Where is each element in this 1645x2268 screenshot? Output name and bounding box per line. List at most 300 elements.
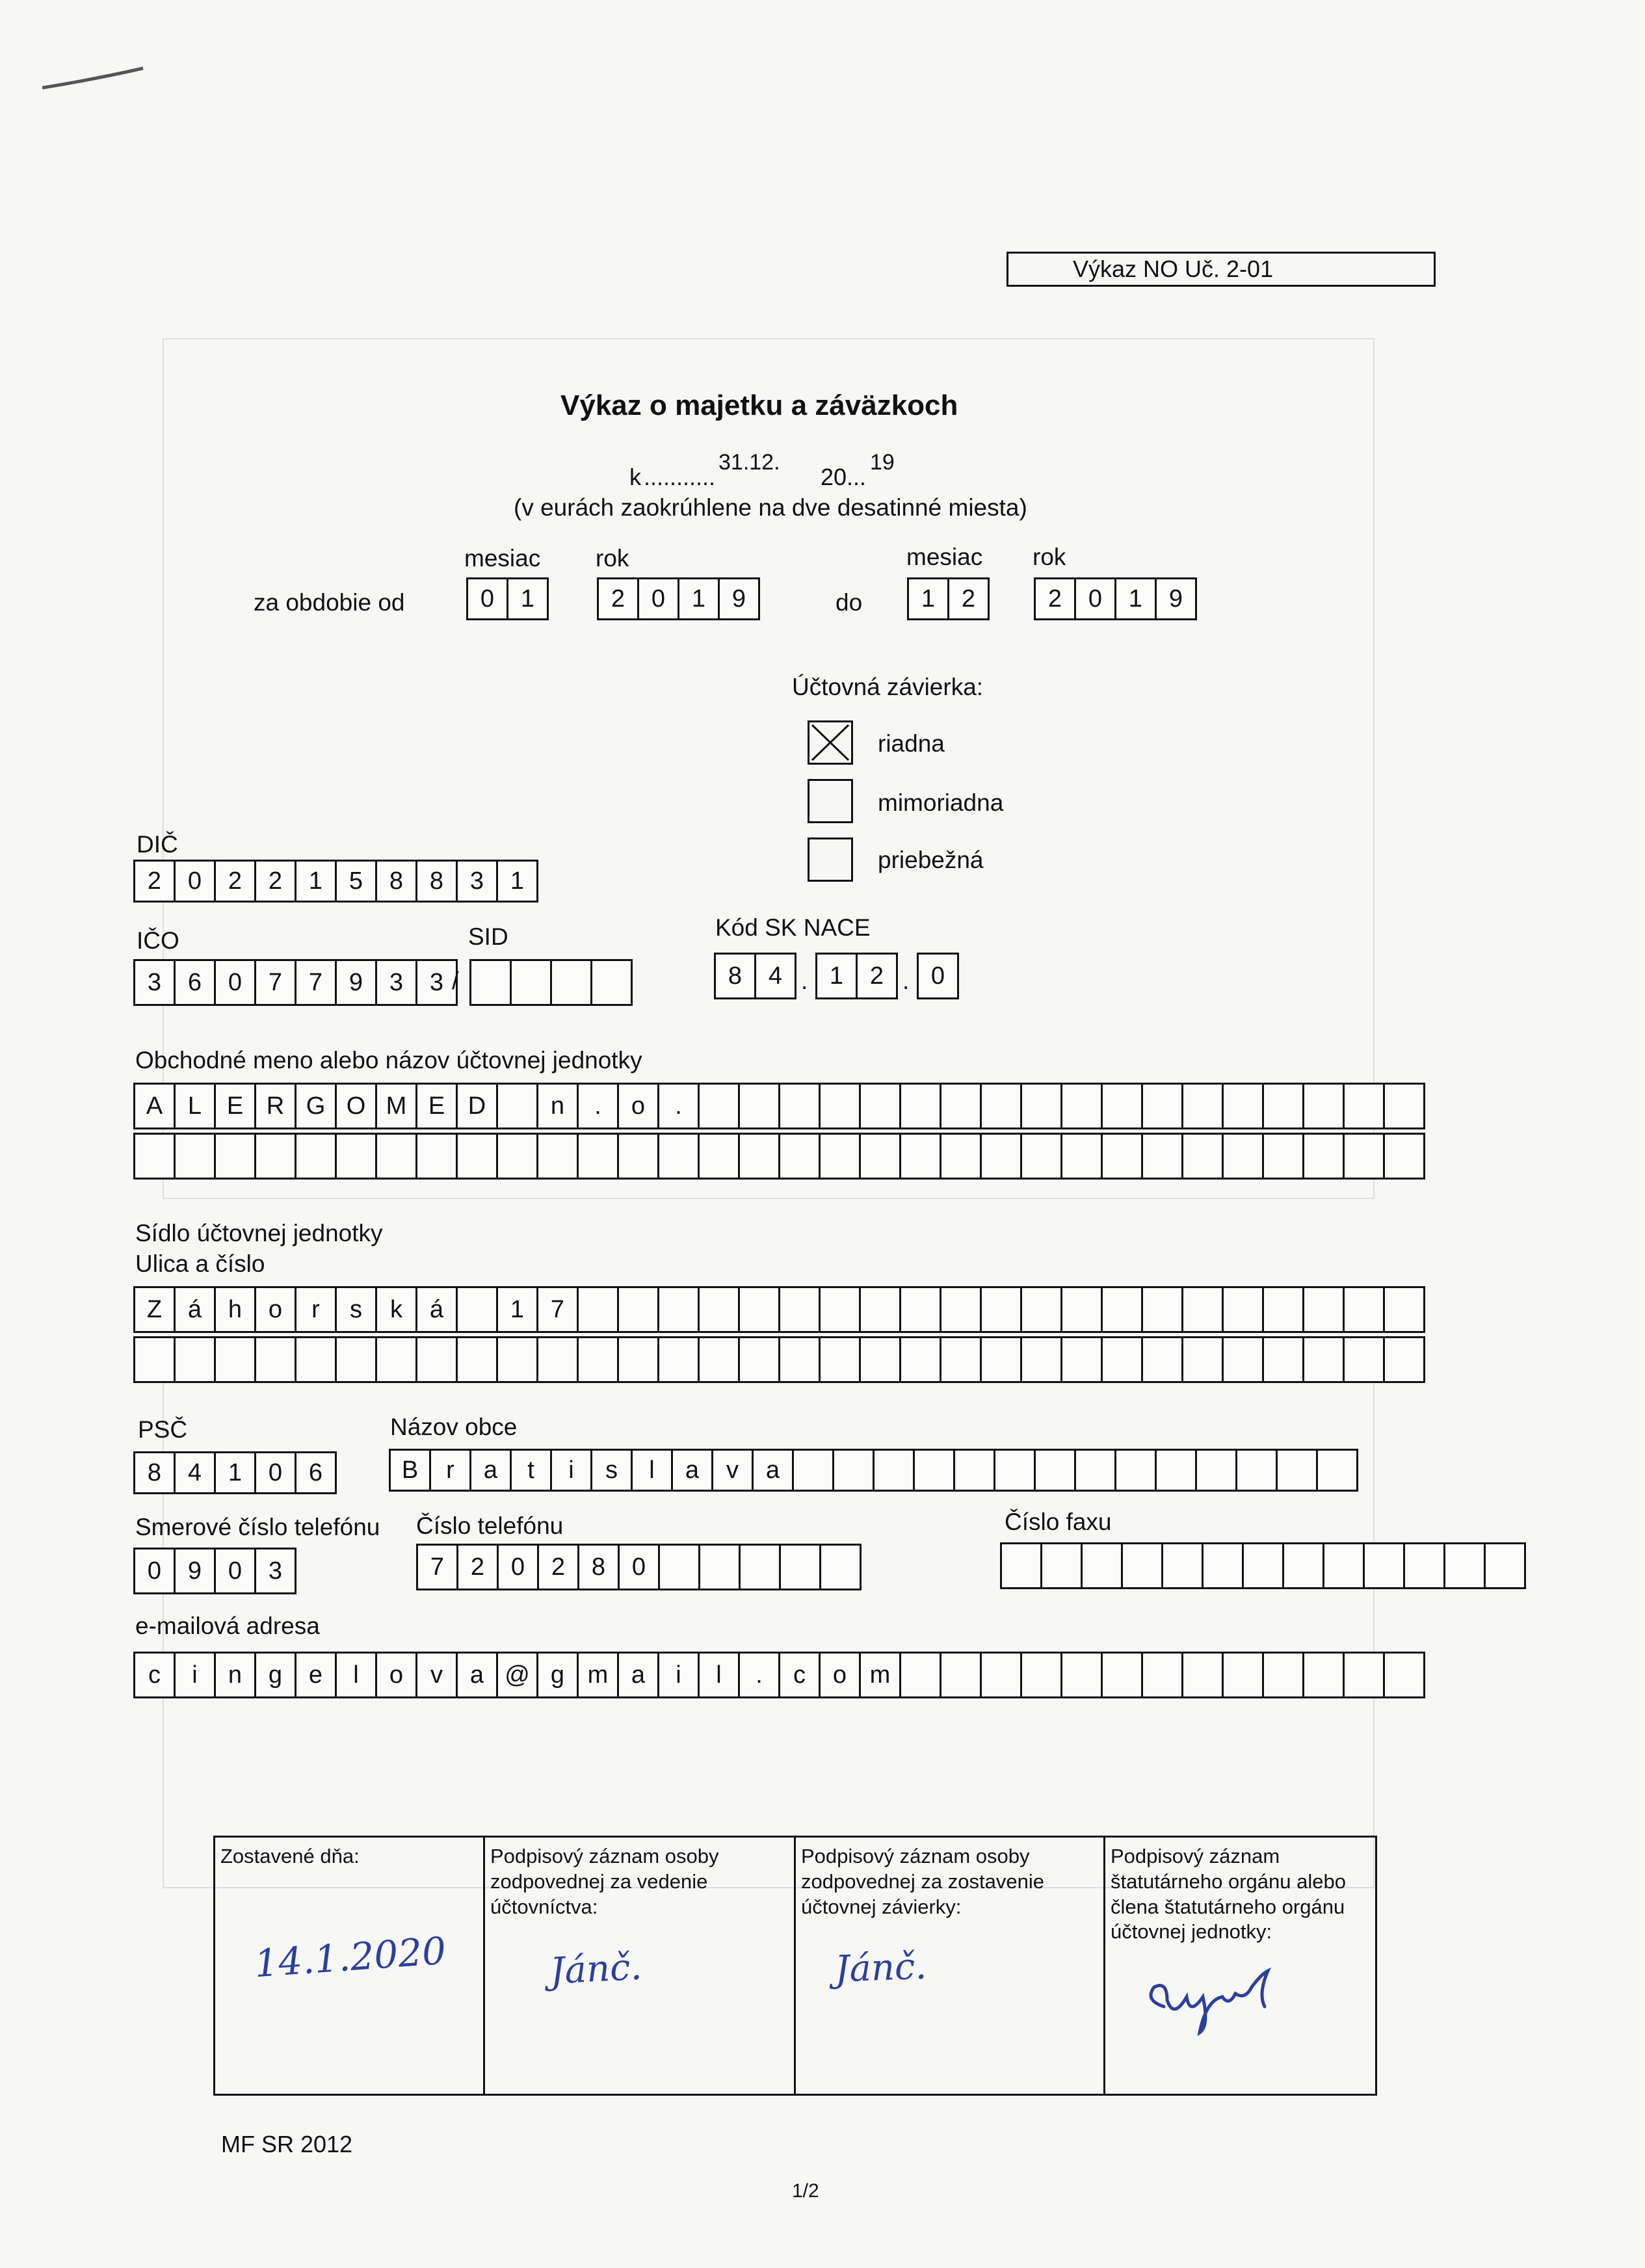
name-field-row2-cell[interactable] bbox=[174, 1133, 216, 1180]
city-field-cell[interactable]: a bbox=[752, 1449, 794, 1492]
city-field-cell[interactable] bbox=[1114, 1449, 1157, 1492]
email-field-cell[interactable] bbox=[1262, 1652, 1304, 1698]
street-field-row2-cell[interactable] bbox=[577, 1336, 619, 1383]
name-field-row1-cell[interactable]: A bbox=[133, 1083, 176, 1129]
to-year-label: rok bbox=[1033, 544, 1066, 570]
sid-field[interactable] bbox=[469, 959, 631, 1006]
sid-field-cell[interactable] bbox=[590, 959, 633, 1006]
street-field-row2-cell[interactable] bbox=[738, 1336, 780, 1383]
street-field-row1-cell[interactable] bbox=[1302, 1286, 1345, 1333]
street-field-row2-cell[interactable] bbox=[617, 1336, 659, 1383]
handwritten-signature-icon bbox=[1138, 1961, 1294, 2039]
from-month-field[interactable] bbox=[466, 577, 547, 620]
closing-label: Účtovná závierka: bbox=[792, 674, 984, 700]
city-field-cell[interactable]: B bbox=[389, 1449, 431, 1492]
street-field-row2-cell[interactable] bbox=[1060, 1336, 1103, 1383]
street-field-row1-cell[interactable]: Z bbox=[133, 1286, 176, 1333]
nace-group2-field-cell[interactable]: 1 bbox=[815, 953, 858, 999]
sid-field-cell[interactable] bbox=[469, 959, 512, 1006]
street-field-row1-cell[interactable] bbox=[1181, 1286, 1224, 1333]
email-field-cell[interactable]: e bbox=[295, 1652, 337, 1698]
fax-field-cell[interactable] bbox=[1403, 1542, 1445, 1589]
ico-field-cell[interactable]: 7 bbox=[254, 959, 296, 1006]
from-year-field-cell[interactable]: 9 bbox=[718, 577, 760, 620]
email-field-cell[interactable] bbox=[1101, 1652, 1143, 1698]
dic-field-cell[interactable]: 8 bbox=[375, 860, 417, 903]
street-field-row2-cell[interactable] bbox=[980, 1336, 1022, 1383]
to-month-field-cell[interactable]: 2 bbox=[947, 577, 990, 620]
signature-head-statutory: Podpisový záznam štatutárneho orgánu alebo člena štatutárneho orgánu účtovnej jednotky: bbox=[1111, 1845, 1346, 1944]
phone-number-field-cell[interactable] bbox=[779, 1544, 821, 1590]
city-field-cell[interactable]: r bbox=[429, 1449, 471, 1492]
street-field-row1-cell[interactable] bbox=[1141, 1286, 1183, 1333]
email-field-cell[interactable]: a bbox=[456, 1652, 498, 1698]
psc-field-cell[interactable]: 4 bbox=[174, 1451, 216, 1494]
name-field-row2-cell[interactable] bbox=[1060, 1133, 1103, 1180]
name-field-row2-cell[interactable] bbox=[657, 1133, 700, 1180]
psc-field-cell[interactable]: 0 bbox=[254, 1451, 296, 1494]
street-field-row1-cell[interactable]: á bbox=[415, 1286, 458, 1333]
email-field-cell[interactable] bbox=[1181, 1652, 1224, 1698]
dic-field-cell[interactable]: 1 bbox=[295, 860, 337, 903]
city-field-cell[interactable] bbox=[994, 1449, 1036, 1492]
ico-field-cell[interactable]: 6 bbox=[174, 959, 216, 1006]
name-field-row1-cell[interactable] bbox=[940, 1083, 982, 1129]
street-field-row2-cell[interactable] bbox=[295, 1336, 337, 1383]
street-field-row1-cell[interactable]: o bbox=[254, 1286, 296, 1333]
closing-mimoriadna-checkbox[interactable] bbox=[808, 779, 853, 823]
phone-area-field-cell[interactable]: 3 bbox=[254, 1548, 296, 1594]
email-field-cell[interactable]: g bbox=[254, 1652, 296, 1698]
fax-field-cell[interactable] bbox=[1443, 1542, 1486, 1589]
name-field-row1[interactable] bbox=[133, 1083, 1423, 1129]
ico-field-cell[interactable]: 3 bbox=[415, 959, 458, 1006]
street-field-row2-cell[interactable] bbox=[1262, 1336, 1304, 1383]
name-field-row2-cell[interactable] bbox=[980, 1133, 1022, 1180]
email-field-cell[interactable]: c bbox=[133, 1652, 176, 1698]
street-field-row2-cell[interactable] bbox=[1181, 1336, 1224, 1383]
street-field-row2-cell[interactable] bbox=[1020, 1336, 1062, 1383]
ico-field-cell[interactable]: 7 bbox=[295, 959, 337, 1006]
nace-group1-field-cell[interactable]: 8 bbox=[714, 953, 756, 999]
dic-field[interactable] bbox=[133, 860, 536, 903]
street-field-row2-cell[interactable] bbox=[254, 1336, 296, 1383]
dic-field-cell[interactable]: 0 bbox=[174, 860, 216, 903]
from-month-field-cell[interactable]: 0 bbox=[466, 577, 508, 620]
email-field-cell[interactable] bbox=[1343, 1652, 1385, 1698]
name-field-row2-cell[interactable] bbox=[1262, 1133, 1304, 1180]
street-field-row1-cell[interactable] bbox=[1222, 1286, 1264, 1333]
as-of-dots: ........... bbox=[644, 464, 716, 490]
name-field-row1-cell[interactable] bbox=[859, 1083, 901, 1129]
name-field-row1-cell[interactable]: . bbox=[577, 1083, 619, 1129]
signature-head-accounting: Podpisový záznam osoby zodpovednej za vedenie účtovníctva: bbox=[490, 1845, 719, 1918]
name-field-row1-cell[interactable] bbox=[1141, 1083, 1183, 1129]
name-field-row1-cell[interactable] bbox=[819, 1083, 861, 1129]
city-field-cell[interactable]: i bbox=[550, 1449, 592, 1492]
street-field-row2-cell[interactable] bbox=[1302, 1336, 1345, 1383]
name-field-row1-cell[interactable] bbox=[1383, 1083, 1425, 1129]
street-field-row1-cell[interactable] bbox=[456, 1286, 498, 1333]
name-field-row2-cell[interactable] bbox=[778, 1133, 821, 1180]
name-field-row2-cell[interactable] bbox=[577, 1133, 619, 1180]
sid-field-cell[interactable] bbox=[510, 959, 552, 1006]
fax-field-cell[interactable] bbox=[1040, 1542, 1083, 1589]
city-field-cell[interactable]: l bbox=[631, 1449, 673, 1492]
psc-field-cell[interactable]: 6 bbox=[295, 1451, 337, 1494]
city-field-cell[interactable] bbox=[792, 1449, 834, 1492]
to-year-field-cell[interactable]: 2 bbox=[1034, 577, 1076, 620]
email-field-cell[interactable] bbox=[980, 1652, 1022, 1698]
name-field-row2-cell[interactable] bbox=[940, 1133, 982, 1180]
phone-number-field[interactable] bbox=[416, 1544, 860, 1590]
nace-label: Kód SK NACE bbox=[715, 914, 871, 941]
street-field-row1-cell[interactable] bbox=[657, 1286, 700, 1333]
dic-field-cell[interactable]: 2 bbox=[133, 860, 176, 903]
name-field-row1-cell[interactable]: O bbox=[335, 1083, 377, 1129]
city-field-cell[interactable] bbox=[1074, 1449, 1116, 1492]
nace-group1-field[interactable] bbox=[714, 953, 795, 999]
name-field-row2-cell[interactable] bbox=[254, 1133, 296, 1180]
street-field-row1-cell[interactable] bbox=[698, 1286, 740, 1333]
closing-priebezna-label: priebežná bbox=[878, 847, 984, 873]
from-year-field-cell[interactable]: 0 bbox=[637, 577, 679, 620]
street-field-row1-cell[interactable] bbox=[1060, 1286, 1103, 1333]
name-field-row1-cell[interactable] bbox=[899, 1083, 941, 1129]
name-field-row2-cell[interactable] bbox=[415, 1133, 458, 1180]
ico-field-cell[interactable]: 9 bbox=[335, 959, 377, 1006]
phone-area-field-cell[interactable]: 0 bbox=[133, 1548, 176, 1594]
street-field-row1-cell[interactable] bbox=[980, 1286, 1022, 1333]
street-field-row1-cell[interactable] bbox=[778, 1286, 821, 1333]
street-field-row1[interactable] bbox=[133, 1286, 1423, 1333]
to-month-label: mesiac bbox=[906, 544, 983, 570]
name-field-row2-cell[interactable] bbox=[375, 1133, 417, 1180]
street-field-row1-cell[interactable] bbox=[819, 1286, 861, 1333]
street-field-row1-cell[interactable] bbox=[1262, 1286, 1304, 1333]
to-month-field[interactable] bbox=[907, 577, 988, 620]
city-field-cell[interactable]: a bbox=[671, 1449, 713, 1492]
name-field-row2-cell[interactable] bbox=[133, 1133, 176, 1180]
email-field[interactable] bbox=[133, 1652, 1423, 1698]
name-field-row1-cell[interactable] bbox=[738, 1083, 780, 1129]
street-field-row1-cell[interactable]: r bbox=[295, 1286, 337, 1333]
sid-label: SID bbox=[468, 923, 508, 950]
fax-field-cell[interactable] bbox=[1323, 1542, 1365, 1589]
email-field-cell[interactable] bbox=[1020, 1652, 1062, 1698]
name-field-row1-cell[interactable] bbox=[1101, 1083, 1143, 1129]
name-field-row1-cell[interactable]: G bbox=[295, 1083, 337, 1129]
name-field-row2[interactable] bbox=[133, 1133, 1423, 1180]
city-field-cell[interactable]: a bbox=[469, 1449, 512, 1492]
city-field-cell[interactable] bbox=[1155, 1449, 1197, 1492]
street-field-row1-cell[interactable] bbox=[859, 1286, 901, 1333]
psc-label: PSČ bbox=[138, 1416, 188, 1443]
email-field-cell[interactable] bbox=[899, 1652, 941, 1698]
name-field-row1-cell[interactable]: M bbox=[375, 1083, 417, 1129]
street-field-row2-cell[interactable] bbox=[940, 1336, 982, 1383]
city-field-cell[interactable] bbox=[1276, 1449, 1318, 1492]
fax-field-cell[interactable] bbox=[1484, 1542, 1526, 1589]
to-year-field-cell[interactable]: 0 bbox=[1074, 577, 1116, 620]
city-field-cell[interactable] bbox=[1034, 1449, 1076, 1492]
name-field-row1-cell[interactable] bbox=[1020, 1083, 1062, 1129]
street-field-row2-cell[interactable] bbox=[1141, 1336, 1183, 1383]
dic-field-cell[interactable]: 3 bbox=[456, 860, 498, 903]
email-field-cell[interactable] bbox=[1141, 1652, 1183, 1698]
name-field-row2-cell[interactable] bbox=[496, 1133, 538, 1180]
street-field-row1-cell[interactable] bbox=[738, 1286, 780, 1333]
street-field-row1-cell[interactable]: 1 bbox=[496, 1286, 538, 1333]
street-field-row2-cell[interactable] bbox=[335, 1336, 377, 1383]
psc-field-cell[interactable]: 1 bbox=[214, 1451, 256, 1494]
email-field-cell[interactable]: v bbox=[415, 1652, 458, 1698]
city-field-cell[interactable] bbox=[832, 1449, 875, 1492]
phone-area-field[interactable] bbox=[133, 1548, 295, 1594]
email-field-cell[interactable]: l bbox=[335, 1652, 377, 1698]
name-field-row1-cell[interactable]: E bbox=[214, 1083, 256, 1129]
name-field-row1-cell[interactable] bbox=[980, 1083, 1022, 1129]
ico-label: IČO bbox=[137, 927, 179, 954]
ico-field-cell[interactable]: 0 bbox=[214, 959, 256, 1006]
street-field-row1-cell[interactable] bbox=[577, 1286, 619, 1333]
street-field-row2-cell[interactable] bbox=[496, 1336, 538, 1383]
email-field-cell[interactable]: o bbox=[375, 1652, 417, 1698]
footer-page-number: 1/2 bbox=[792, 2180, 819, 2202]
email-field-cell[interactable]: . bbox=[738, 1652, 780, 1698]
email-field-cell[interactable]: m bbox=[859, 1652, 901, 1698]
fax-field-cell[interactable] bbox=[1000, 1542, 1042, 1589]
email-field-cell[interactable] bbox=[1060, 1652, 1103, 1698]
from-year-field[interactable] bbox=[597, 577, 758, 620]
email-field-cell[interactable]: n bbox=[214, 1652, 256, 1698]
city-field-cell[interactable]: t bbox=[510, 1449, 552, 1492]
name-field-row2-cell[interactable] bbox=[617, 1133, 659, 1180]
nace-group2-field[interactable] bbox=[815, 953, 896, 999]
street-field-row2-cell[interactable] bbox=[536, 1336, 579, 1383]
name-field-row1-cell[interactable]: L bbox=[174, 1083, 216, 1129]
name-field-row1-cell[interactable] bbox=[698, 1083, 740, 1129]
name-field-row2-cell[interactable] bbox=[214, 1133, 256, 1180]
nace-group3-field-cell[interactable]: 0 bbox=[917, 953, 959, 999]
phone-number-field-cell[interactable]: 0 bbox=[618, 1544, 660, 1590]
name-field-row2-cell[interactable] bbox=[1101, 1133, 1143, 1180]
name-field-row1-cell[interactable]: E bbox=[415, 1083, 458, 1129]
name-field-row2-cell[interactable] bbox=[335, 1133, 377, 1180]
phone-number-field-cell[interactable]: 2 bbox=[537, 1544, 579, 1590]
name-field-row2-cell[interactable] bbox=[1222, 1133, 1264, 1180]
street-field-row1-cell[interactable]: s bbox=[335, 1286, 377, 1333]
phone-number-field-cell[interactable]: 7 bbox=[416, 1544, 458, 1590]
street-field-row2-cell[interactable] bbox=[1222, 1336, 1264, 1383]
name-field-row2-cell[interactable] bbox=[1302, 1133, 1345, 1180]
phone-number-field-cell[interactable]: 8 bbox=[577, 1544, 620, 1590]
from-month-field-cell[interactable]: 1 bbox=[507, 577, 549, 620]
ico-sid-separator: / bbox=[452, 968, 459, 995]
fax-field-cell[interactable] bbox=[1161, 1542, 1204, 1589]
email-field-cell[interactable]: i bbox=[657, 1652, 700, 1698]
street-field-row2-cell[interactable] bbox=[456, 1336, 498, 1383]
name-field-row1-cell[interactable] bbox=[1222, 1083, 1264, 1129]
email-label: e-mailová adresa bbox=[135, 1613, 320, 1639]
street-field-row2-cell[interactable] bbox=[778, 1336, 821, 1383]
city-field-cell[interactable] bbox=[1316, 1449, 1358, 1492]
phone-area-label: Smerové číslo telefónu bbox=[135, 1514, 380, 1540]
email-field-cell[interactable]: a bbox=[617, 1652, 659, 1698]
street-field-row2-cell[interactable] bbox=[657, 1336, 700, 1383]
phone-number-field-cell[interactable] bbox=[819, 1544, 862, 1590]
name-field-row1-cell[interactable] bbox=[496, 1083, 538, 1129]
ico-field-cell[interactable]: 3 bbox=[375, 959, 417, 1006]
street-field-row2-cell[interactable] bbox=[899, 1336, 941, 1383]
to-year-field-cell[interactable]: 9 bbox=[1155, 577, 1197, 620]
to-year-field[interactable] bbox=[1034, 577, 1195, 620]
name-field-row1-cell[interactable]: n bbox=[536, 1083, 579, 1129]
fax-field-cell[interactable] bbox=[1202, 1542, 1244, 1589]
name-field-row1-cell[interactable] bbox=[1343, 1083, 1385, 1129]
name-field-row2-cell[interactable] bbox=[1383, 1133, 1425, 1180]
street-field-row2-cell[interactable] bbox=[819, 1336, 861, 1383]
street-field-row1-cell[interactable]: k bbox=[375, 1286, 417, 1333]
name-field-row2-cell[interactable] bbox=[859, 1133, 901, 1180]
email-field-cell[interactable]: i bbox=[174, 1652, 216, 1698]
phone-area-field-cell[interactable]: 0 bbox=[214, 1548, 256, 1594]
street-field-row2-cell[interactable] bbox=[133, 1336, 176, 1383]
from-year-field-cell[interactable]: 1 bbox=[678, 577, 720, 620]
name-field-row2-cell[interactable] bbox=[1181, 1133, 1224, 1180]
closing-riadna-checkbox[interactable] bbox=[808, 720, 853, 765]
city-field-cell[interactable] bbox=[1195, 1449, 1237, 1492]
nace-group1-field-cell[interactable]: 4 bbox=[754, 953, 796, 999]
street-field-row1-cell[interactable]: 7 bbox=[536, 1286, 579, 1333]
fax-field-cell[interactable] bbox=[1282, 1542, 1324, 1589]
phone-number-field-cell[interactable]: 0 bbox=[497, 1544, 539, 1590]
name-field-row2-cell[interactable] bbox=[899, 1133, 941, 1180]
street-field-row1-cell[interactable] bbox=[617, 1286, 659, 1333]
phone-number-field-cell[interactable] bbox=[739, 1544, 781, 1590]
street-field-row1-cell[interactable] bbox=[1383, 1286, 1425, 1333]
city-field-cell[interactable]: s bbox=[590, 1449, 633, 1492]
street-field-row1-cell[interactable] bbox=[1343, 1286, 1385, 1333]
street-field-row1-cell[interactable] bbox=[940, 1286, 982, 1333]
email-field-cell[interactable]: c bbox=[778, 1652, 821, 1698]
fax-field[interactable] bbox=[1000, 1542, 1524, 1589]
street-field-row1-cell[interactable]: h bbox=[214, 1286, 256, 1333]
phone-area-field-cell[interactable]: 9 bbox=[174, 1548, 216, 1594]
dic-field-cell[interactable]: 2 bbox=[214, 860, 256, 903]
city-field-cell[interactable] bbox=[873, 1449, 915, 1492]
email-field-cell[interactable] bbox=[1222, 1652, 1264, 1698]
city-field-cell[interactable] bbox=[913, 1449, 955, 1492]
nace-group3-field[interactable] bbox=[917, 953, 957, 999]
dic-field-cell[interactable]: 8 bbox=[415, 860, 458, 903]
name-field-row1-cell[interactable]: R bbox=[254, 1083, 296, 1129]
street-field-row2-cell[interactable] bbox=[174, 1336, 216, 1383]
email-field-cell[interactable]: o bbox=[819, 1652, 861, 1698]
signature-date-value: 14.1.2020 bbox=[252, 1928, 448, 1986]
fax-field-cell[interactable] bbox=[1121, 1542, 1163, 1589]
phone-number-field-cell[interactable] bbox=[698, 1544, 741, 1590]
period-to-label: do bbox=[836, 589, 863, 616]
dic-field-cell[interactable]: 5 bbox=[335, 860, 377, 903]
fax-field-cell[interactable] bbox=[1081, 1542, 1123, 1589]
as-of-day-month: 31.12. bbox=[718, 450, 780, 475]
name-field-row2-cell[interactable] bbox=[1141, 1133, 1183, 1180]
phone-number-field-cell[interactable]: 2 bbox=[456, 1544, 499, 1590]
nace-group2-field-cell[interactable]: 2 bbox=[856, 953, 898, 999]
street-field-row1-cell[interactable] bbox=[899, 1286, 941, 1333]
to-month-field-cell[interactable]: 1 bbox=[907, 577, 949, 620]
name-field-row1-cell[interactable] bbox=[1262, 1083, 1304, 1129]
name-field-row2-cell[interactable] bbox=[295, 1133, 337, 1180]
dic-field-cell[interactable]: 2 bbox=[254, 860, 296, 903]
name-field-row2-cell[interactable] bbox=[1343, 1133, 1385, 1180]
street-field-row2-cell[interactable] bbox=[214, 1336, 256, 1383]
to-year-field-cell[interactable]: 1 bbox=[1114, 577, 1157, 620]
name-field-row1-cell[interactable]: o bbox=[617, 1083, 659, 1129]
street-field-row2-cell[interactable] bbox=[1383, 1336, 1425, 1383]
dic-label: DIČ bbox=[137, 831, 178, 858]
psc-field-cell[interactable]: 8 bbox=[133, 1451, 176, 1494]
name-field-row2-cell[interactable] bbox=[456, 1133, 498, 1180]
email-field-cell[interactable]: m bbox=[577, 1652, 619, 1698]
email-field-cell[interactable]: g bbox=[536, 1652, 579, 1698]
email-field-cell[interactable]: @ bbox=[496, 1652, 538, 1698]
name-field-row1-cell[interactable] bbox=[1302, 1083, 1345, 1129]
psc-field[interactable] bbox=[133, 1451, 335, 1494]
email-field-cell[interactable]: l bbox=[698, 1652, 740, 1698]
name-field-row1-cell[interactable]: . bbox=[657, 1083, 700, 1129]
street-field-row1-cell[interactable]: á bbox=[174, 1286, 216, 1333]
name-field-row1-cell[interactable] bbox=[1060, 1083, 1103, 1129]
street-field-row2-cell[interactable] bbox=[375, 1336, 417, 1383]
street-field-row2-cell[interactable] bbox=[698, 1336, 740, 1383]
email-field-cell[interactable] bbox=[1383, 1652, 1425, 1698]
street-field-row1-cell[interactable] bbox=[1020, 1286, 1062, 1333]
ico-field-cell[interactable]: 3 bbox=[133, 959, 176, 1006]
city-field-cell[interactable] bbox=[953, 1449, 995, 1492]
street-field-row2[interactable] bbox=[133, 1336, 1423, 1383]
email-field-cell[interactable] bbox=[1302, 1652, 1345, 1698]
closing-priebezna-checkbox[interactable] bbox=[808, 837, 853, 882]
city-field-cell[interactable] bbox=[1235, 1449, 1278, 1492]
street-field-row1-cell[interactable] bbox=[1101, 1286, 1143, 1333]
street-field-row2-cell[interactable] bbox=[1101, 1336, 1143, 1383]
ico-field[interactable] bbox=[133, 959, 456, 1006]
street-field-row2-cell[interactable] bbox=[415, 1336, 458, 1383]
email-field-cell[interactable] bbox=[940, 1652, 982, 1698]
closing-mimoriadna-label: mimoriadna bbox=[878, 789, 1004, 816]
street-field-row2-cell[interactable] bbox=[859, 1336, 901, 1383]
city-field[interactable] bbox=[389, 1449, 1356, 1492]
fax-field-cell[interactable] bbox=[1242, 1542, 1284, 1589]
name-field-row2-cell[interactable] bbox=[1020, 1133, 1062, 1180]
name-field-row1-cell[interactable] bbox=[778, 1083, 821, 1129]
fax-field-cell[interactable] bbox=[1363, 1542, 1405, 1589]
sid-field-cell[interactable] bbox=[550, 959, 592, 1006]
name-field-row2-cell[interactable] bbox=[536, 1133, 579, 1180]
name-field-row1-cell[interactable]: D bbox=[456, 1083, 498, 1129]
street-field-row2-cell[interactable] bbox=[1343, 1336, 1385, 1383]
name-field-row2-cell[interactable] bbox=[738, 1133, 780, 1180]
dic-field-cell[interactable]: 1 bbox=[496, 860, 538, 903]
name-field-row1-cell[interactable] bbox=[1181, 1083, 1224, 1129]
name-field-row2-cell[interactable] bbox=[819, 1133, 861, 1180]
phone-number-field-cell[interactable] bbox=[658, 1544, 700, 1590]
name-field-row2-cell[interactable] bbox=[698, 1133, 740, 1180]
city-field-cell[interactable]: v bbox=[711, 1449, 754, 1492]
from-year-field-cell[interactable]: 2 bbox=[597, 577, 639, 620]
